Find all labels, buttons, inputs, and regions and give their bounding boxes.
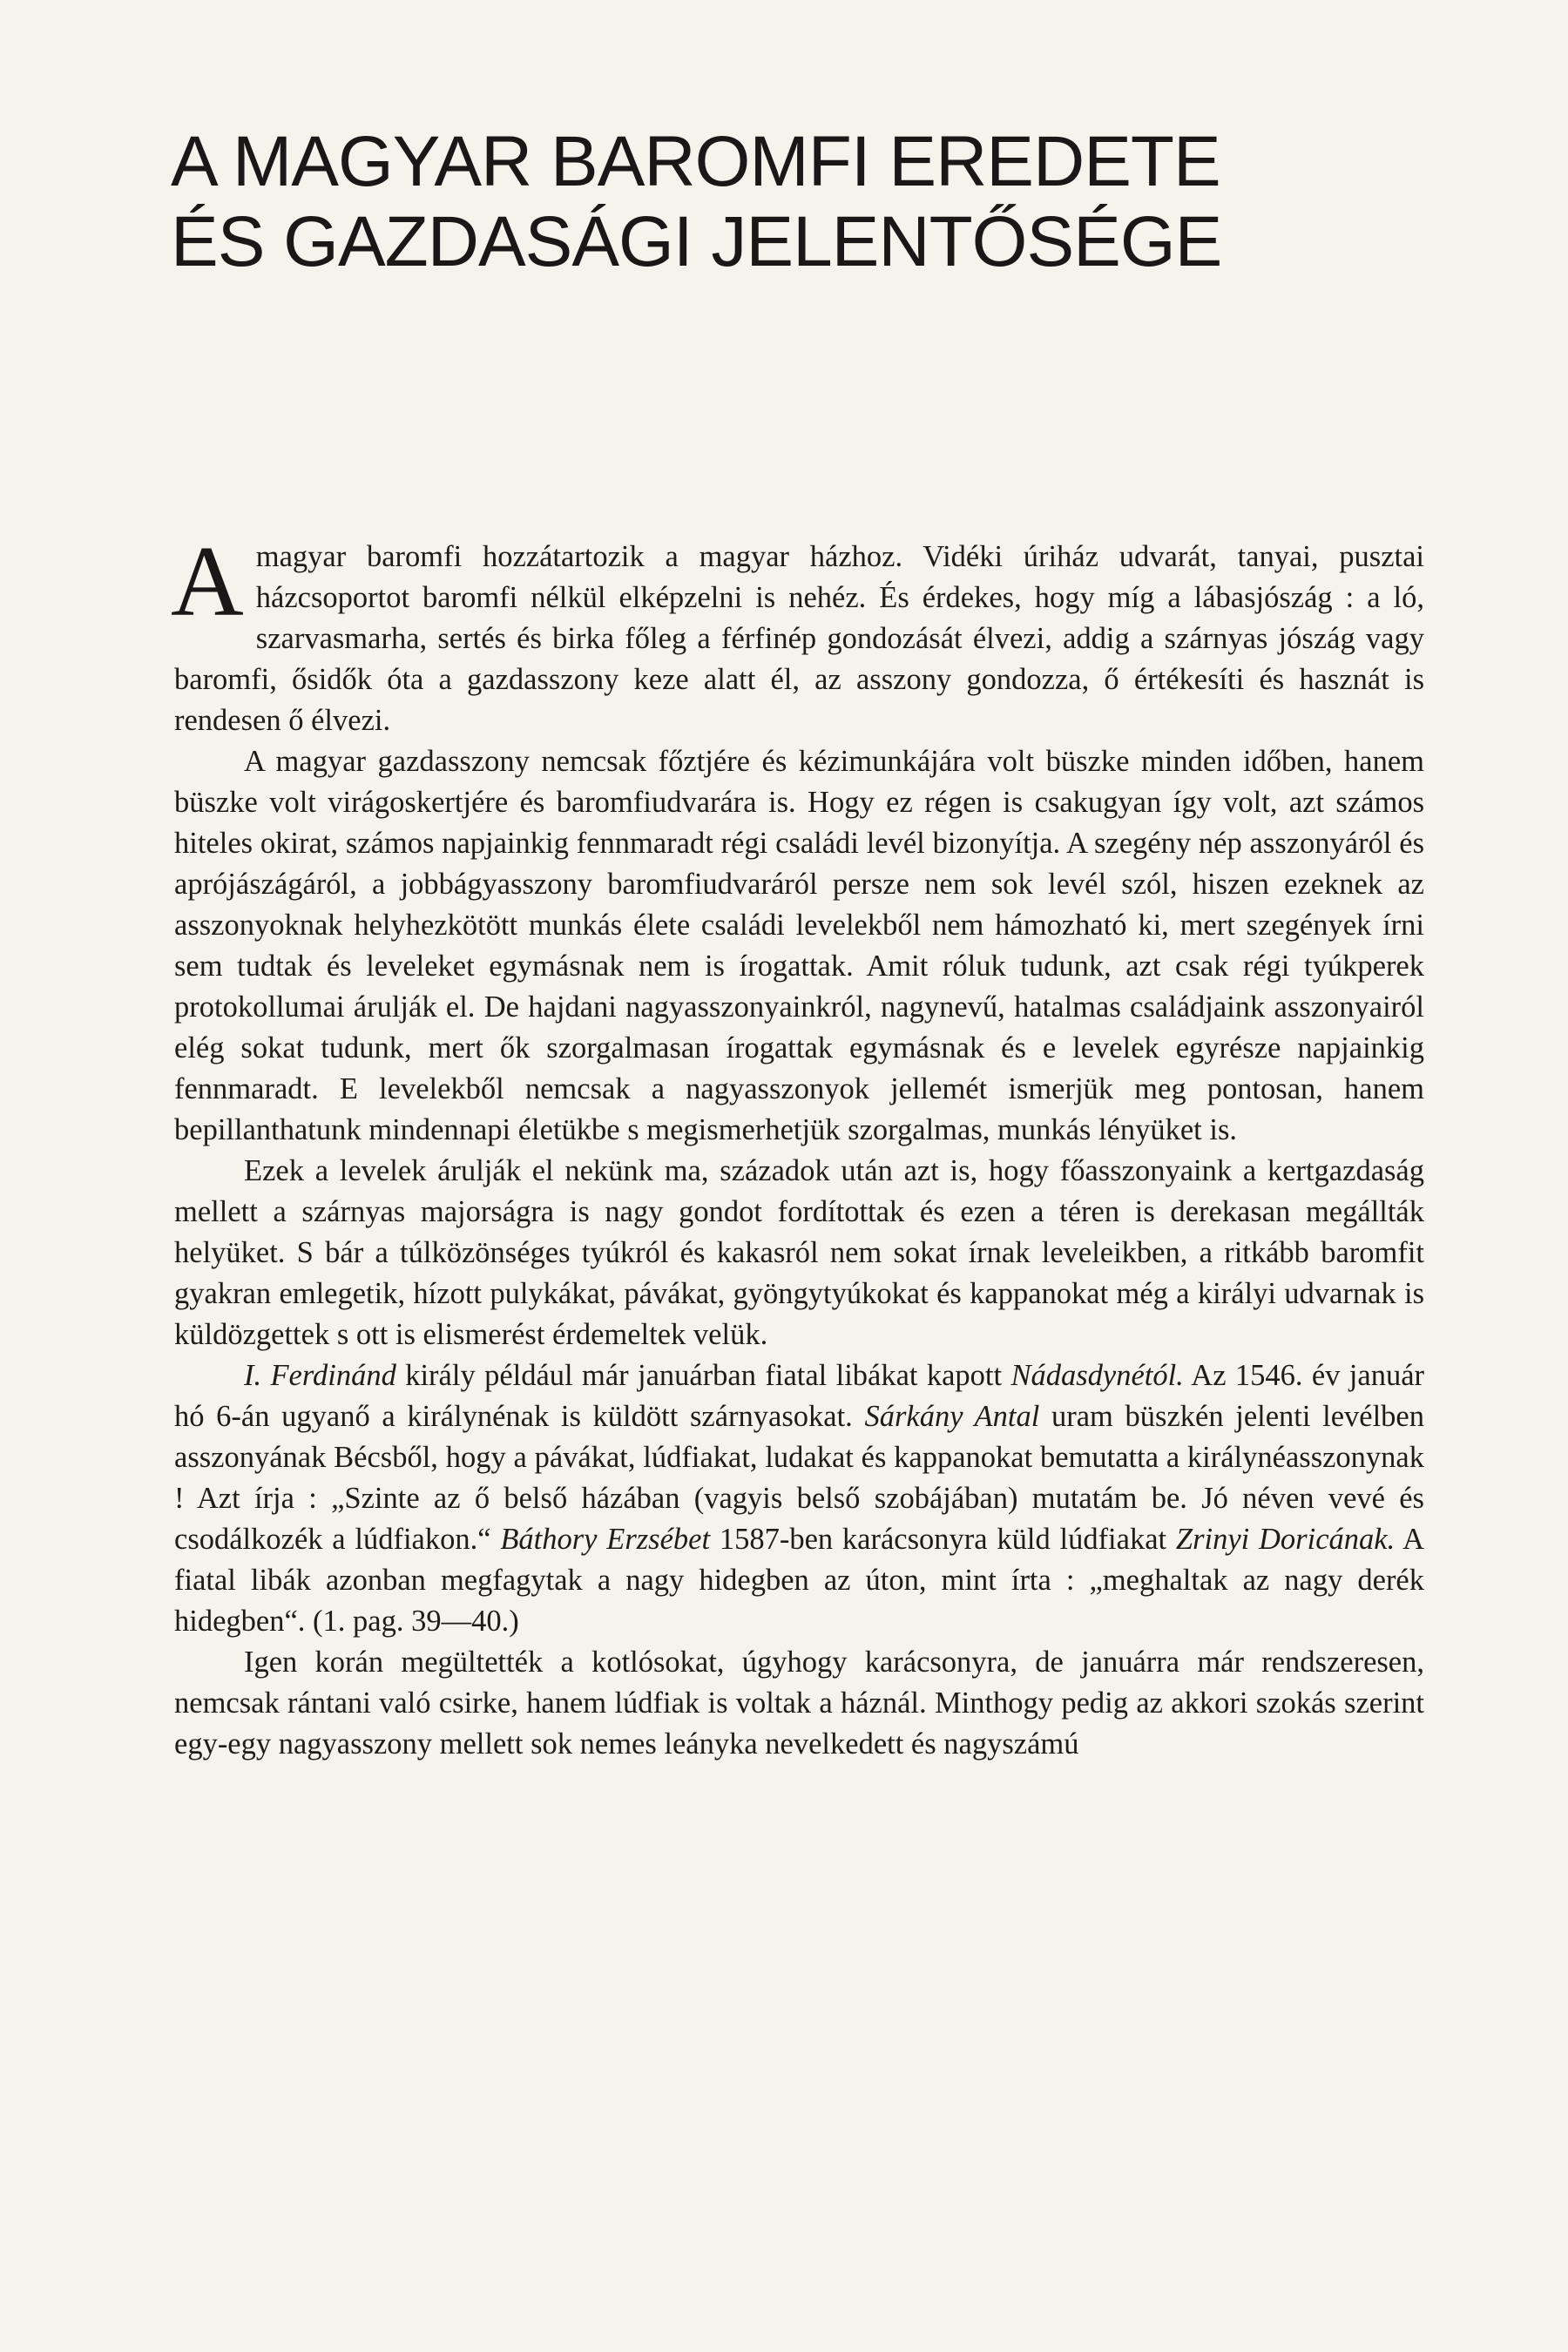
article-body <box>171 526 1424 1765</box>
paragraph-3: Ezek a levelek árulják el nekünk ma, századok után azt is, hogy főasszonyaink a kertgazdaság mellett a szárnyas majorságra is nagy gondot fordítottak és ezen a téren is derekasan megállták helyüket. S bár a túlközönséges tyúkról és kakasról nem sokat írnak leveleikben, a ritkább baromfit gyakran emlegetik, hízott pulykákat, pávákat, gyöngytyúkokat és kappanokat még a királyi udvarnak is küldözgettek s ott is elismerést érdemeltek velük. <box>174 1154 1424 1351</box>
name-sarkany: Sárkány Antal <box>864 1400 1040 1433</box>
title-line-1: A MAGYAR BAROMFI EREDETE <box>171 122 1220 201</box>
text-run: 1587-ben karácsonyra küld lúdfiakat <box>710 1523 1176 1556</box>
text-run: Az 1546. év január hó 6-án ugyanő a királynénak is küldött szárnyasokat. <box>174 1359 1424 1433</box>
name-nadasdyne: Nádasdynétól. <box>1010 1359 1184 1392</box>
paragraph-1 <box>171 526 1424 741</box>
name-zrinyi: Zrinyi Doricának. <box>1175 1523 1396 1556</box>
paragraph-5: Igen korán megültették a kotlósokat, úgyhogy karácsonyra, de januárra már rendszeresen, nemcsak rántani való csirke, hanem lúdfiak is voltak a háznál. Minthogy pedig az akkori szokás szerint egy-egy nagyasszony mellett sok nemes leányka nevelkedett és nagyszámú <box>174 1646 1424 1761</box>
name-bathory: Báthory Erzsébet <box>500 1523 711 1556</box>
paragraph-1-text: magyar baromfi hozzátartozik a magyar házhoz. Vidéki úriház udvarát, tanyai, pusztai házcsoportot baromfi nélkül elképzelni is nehéz. És érdekes, hogy míg a lábasjószág : a ló, szarvasmarha, sertés és birka főleg a férfinép gondozását élvezi, addig a szárnyas jószág vagy baromfi, ősidők óta a gazdasszony keze alatt él, az asszony gondozza, ő értékesíti és hasznát is rendesen ő élvezi. <box>174 540 1424 737</box>
page-title <box>171 122 1221 282</box>
title-line-2: ÉS GAZDASÁGI JELENTŐSÉGE <box>171 202 1222 281</box>
paragraph-4 <box>174 1355 1424 1642</box>
drop-cap: A <box>171 526 244 638</box>
text-run: király például már januárban fiatal libákat kapott <box>395 1359 1011 1392</box>
text-run: A fiatal libák azonban megfagytak a nagy hidegben az úton, mint írta : „meghaltak az nagy derék hidegben“. (1. pag. 39—40.) <box>174 1523 1424 1638</box>
name-ferdinand: I. Ferdinánd <box>244 1359 396 1392</box>
text-run: uram büszkén jelenti levélben asszonyának Bécsből, hogy a pávákat, lúdfiakat, ludakat és kappanokat bemutatta a királynéasszonynak ! Azt írja : „Szinte az ő belső házában (vagyis belső szobájában) mutatám be. Jó néven vevé és csodálkozék a lúdfiakon.“ <box>174 1400 1424 1556</box>
paragraph-2: A magyar gazdasszony nemcsak főztjére és kézimunkájára volt büszke minden időben, hanem büszke volt virágoskertjére és baromfiudvarára is. Hogy ez régen is csakugyan így volt, azt számos hiteles okirat, számos napjainkig fennmaradt régi családi levél bizonyítja. A szegény nép asszonyáról és aprójászágáról, a jobbágyasszony baromfiudvaráról persze nem sok levél szól, hiszen ezeknek az asszonyoknak helyhezkötött munkás élete családi levelekből nem hámozható ki, mert szegények írni sem tudtak és leveleket egymásnak nem is írogattak. Amit róluk tudunk, azt csak régi tyúkperek protokollumai árulják el. De hajdani nagyasszonyainkról, nagynevű, hatalmas családjaink asszonyairól elég sokat tudunk, mert ők szorgalmasan írogattak egymásnak és e levelek egyrésze napjainkig fennmaradt. E levelekből nemcsak a nagyasszonyok jellemét ismerjük meg pontosan, hanem bepillanthatunk mindennapi életükbe s megismerhetjük szorgalmas, munkás lényüket is. <box>174 745 1424 1146</box>
